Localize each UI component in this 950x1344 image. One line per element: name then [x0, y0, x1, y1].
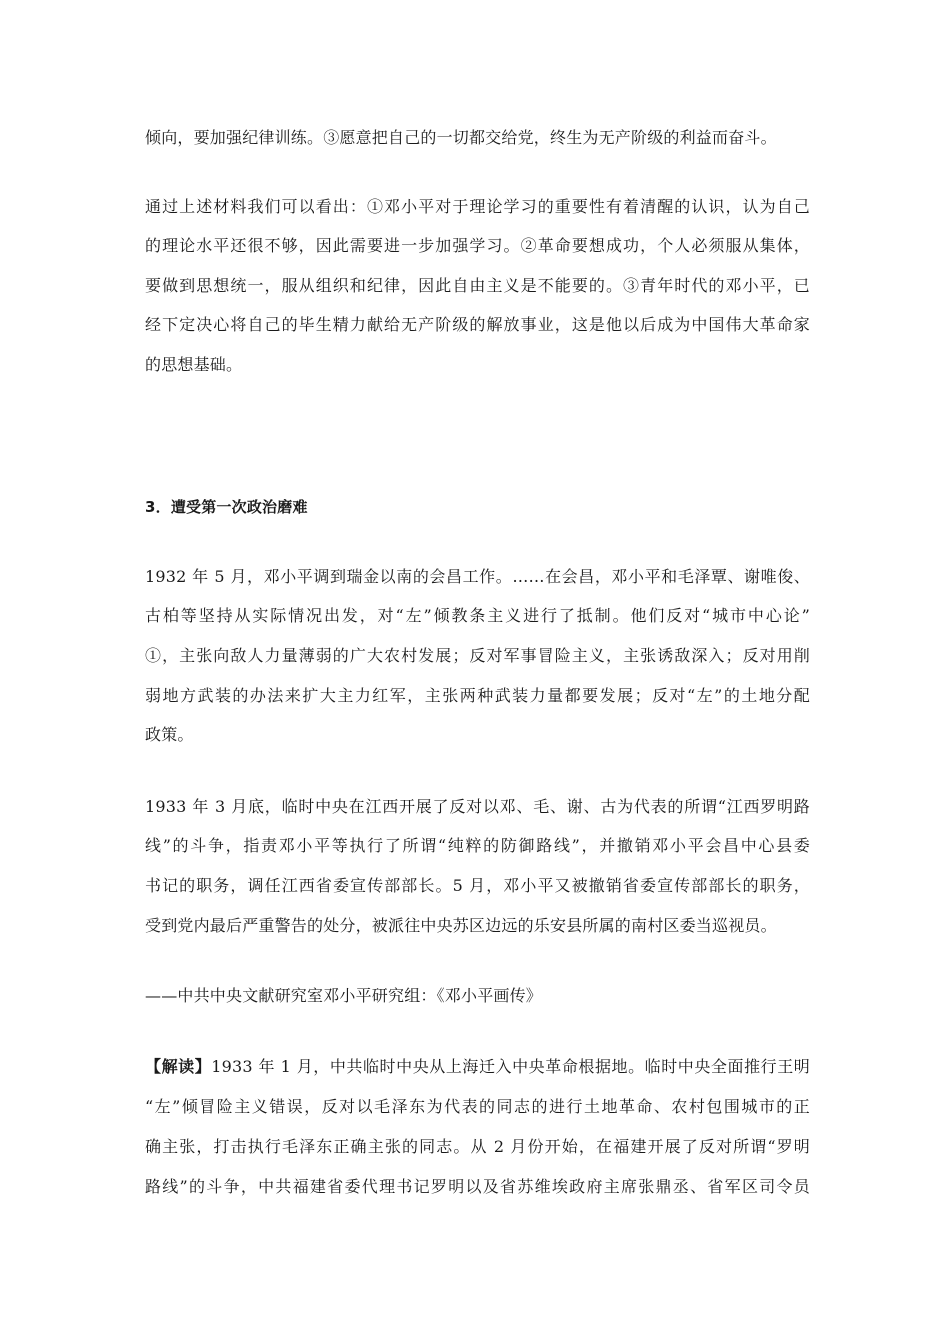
source-citation: ——中共中央文献研究室邓小平研究组：《邓小平画传》 — [145, 986, 543, 1005]
paragraph-line: 通过上述材料我们可以看出：①邓小平对于理论学习的重要性有着清醒的认识，认为自己 — [145, 197, 810, 216]
paragraph-line: 确主张，打击执行毛泽东正确主张的同志。从 2 月份开始，在福建开展了反对所谓“罗明 — [145, 1137, 810, 1156]
paragraph-line: 1933 年 3 月底，临时中央在江西开展了反对以邓、毛、谢、古为代表的所谓“江西罗明路 — [145, 797, 810, 816]
paragraph-line: 的理论水平还很不够，因此需要进一步加强学习。②革命要想成功，个人必须服从集体， — [145, 236, 810, 255]
paragraph-line: 的思想基础。 — [145, 355, 243, 374]
paragraph-line: 政策。 — [145, 725, 194, 744]
paragraph-line: 路线”的斗争，中共福建省委代理书记罗明以及省苏维埃政府主席张鼎丞、省军区司令员 — [145, 1177, 810, 1196]
paragraph-line: 线”的斗争，指责邓小平等执行了所谓“纯粹的防御路线”，并撤销邓小平会昌中心县委 — [145, 836, 810, 855]
section-heading: 3．遭受第一次政治磨难 — [145, 498, 308, 516]
paragraph-line: 古柏等坚持从实际情况出发，对“左”倾教条主义进行了抵制。他们反对“城市中心论” — [145, 606, 810, 625]
paragraph-line: “左”倾冒险主义错误，反对以毛泽东为代表的同志的进行土地革命、农村包围城市的正 — [145, 1097, 810, 1116]
paragraph-line: 1932 年 5 月，邓小平调到瑞金以南的会昌工作。……在会昌，邓小平和毛泽覃、谢唯俊、 — [145, 567, 810, 586]
paragraph-line: 弱地方武装的办法来扩大主力红军，主张两种武装力量都要发展；反对“左”的土地分配 — [145, 686, 810, 705]
paragraph-line: 要做到思想统一，服从组织和纪律，因此自由主义是不能要的。③青年时代的邓小平，已 — [145, 276, 810, 295]
interpretation-first-line — [145, 1057, 810, 1077]
paragraph-line: 受到党内最后严重警告的处分，被派往中央苏区边远的乐安县所属的南村区委当巡视员。 — [145, 916, 777, 935]
interpretation-label: 【解读】 — [145, 1057, 212, 1076]
paragraph-line: 倾向，要加强纪律训练。③愿意把自己的一切都交给党，终生为无产阶级的利益而奋斗。 — [145, 128, 777, 147]
paragraph-line: 书记的职务，调任江西省委宣传部部长。5 月，邓小平又被撤销省委宣传部部长的职务， — [145, 876, 810, 895]
paragraph-line: ①，主张向敌人力量薄弱的广大农村发展；反对军事冒险主义，主张诱敌深入；反对用削 — [145, 646, 810, 665]
paragraph-line-text: 1933 年 1 月，中共临时中央从上海迁入中央革命根据地。临时中央全面推行王明 — [211, 1057, 810, 1076]
paragraph-line: 经下定决心将自己的毕生精力献给无产阶级的解放事业，这是他以后成为中国伟大革命家 — [145, 315, 810, 334]
